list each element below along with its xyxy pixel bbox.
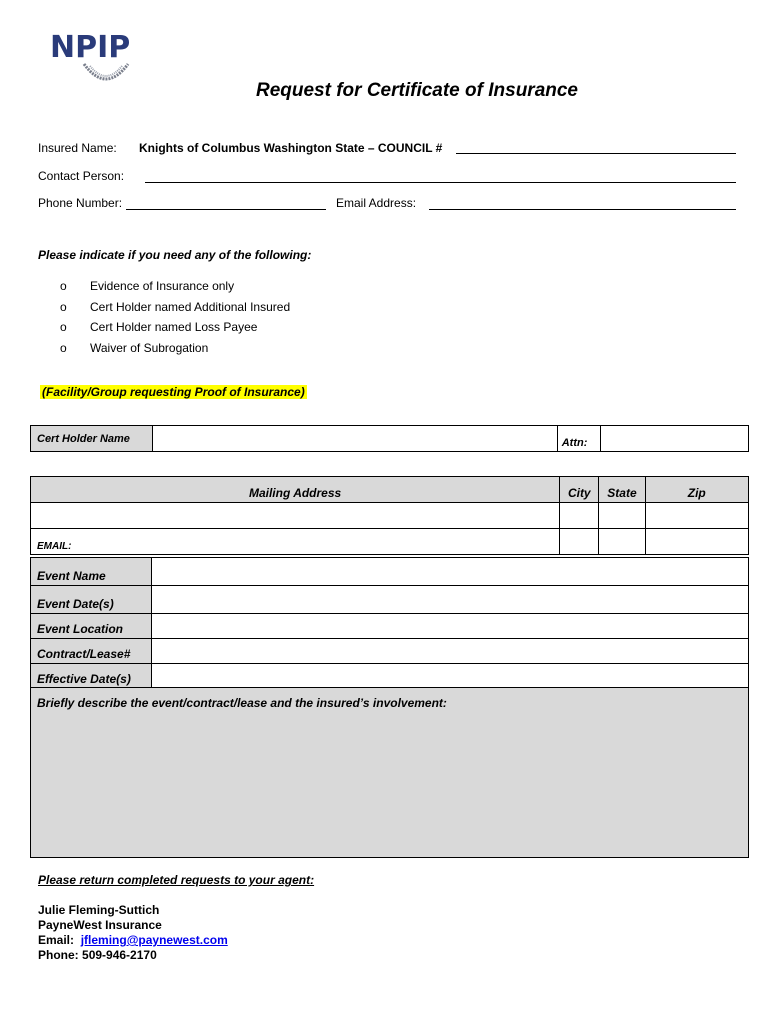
- event-table: [30, 557, 749, 858]
- event-dates-label: Event Date(s): [31, 586, 152, 614]
- email-row-label[interactable]: EMAIL:: [31, 529, 560, 555]
- contact-person-label: Contact Person:: [38, 169, 125, 183]
- option-radio-icon[interactable]: o: [60, 320, 67, 335]
- agent-phone-value: 509-946-2170: [82, 948, 157, 962]
- attn-field[interactable]: [600, 426, 748, 452]
- contact-person-field[interactable]: [145, 182, 736, 183]
- city-extra-field[interactable]: [560, 529, 599, 555]
- council-number-field[interactable]: [456, 153, 736, 154]
- insured-name-value: Knights of Columbus Washington State – COUNCIL #: [139, 141, 443, 155]
- return-instructions: Please return completed requests to your agent:: [38, 873, 315, 887]
- address-table: [30, 476, 749, 555]
- agent-email-label: Email:: [38, 933, 75, 947]
- phone-number-field[interactable]: [126, 209, 326, 210]
- agent-company: PayneWest Insurance: [38, 918, 162, 932]
- agent-email-link[interactable]: jfleming@paynewest.com: [80, 933, 228, 947]
- zip-header: Zip: [645, 477, 748, 503]
- cert-holder-name-label: Cert Holder Name: [31, 426, 153, 452]
- event-dates-field[interactable]: [151, 586, 748, 614]
- event-name-label: Event Name: [31, 558, 152, 586]
- cert-holder-table: [30, 425, 749, 452]
- effective-dates-field[interactable]: [151, 664, 748, 688]
- email-address-field[interactable]: [429, 209, 736, 210]
- option-radio-icon[interactable]: o: [60, 299, 67, 314]
- option-label: Cert Holder named Loss Payee: [90, 320, 258, 335]
- phone-number-label: Phone Number:: [38, 196, 123, 210]
- agent-email-row: [38, 933, 314, 948]
- email-address-label: Email Address:: [336, 196, 417, 210]
- agent-contact-block: [38, 873, 314, 963]
- npip-logo: NPIP: [50, 30, 131, 65]
- facility-note: (Facility/Group requesting Proof of Insurance): [42, 385, 305, 399]
- agent-phone-label: Phone:: [38, 948, 79, 962]
- option-radio-icon[interactable]: o: [60, 279, 67, 294]
- option-evidence-only[interactable]: [60, 276, 290, 297]
- option-label: Evidence of Insurance only: [90, 279, 235, 294]
- city-header: City: [560, 477, 599, 503]
- agent-phone-row: [38, 948, 314, 963]
- option-loss-payee[interactable]: [60, 317, 290, 338]
- mailing-address-header: Mailing Address: [31, 477, 560, 503]
- state-field[interactable]: [599, 503, 645, 529]
- attn-label: Attn:: [557, 426, 600, 452]
- zip-field[interactable]: [645, 503, 748, 529]
- event-location-field[interactable]: [151, 614, 748, 639]
- option-label: Cert Holder named Additional Insured: [90, 299, 291, 314]
- contract-lease-field[interactable]: [151, 639, 748, 664]
- option-additional-insured[interactable]: [60, 297, 290, 318]
- event-name-field[interactable]: [151, 558, 748, 586]
- page-title: Request for Certificate of Insurance: [255, 80, 579, 101]
- option-label: Waiver of Subrogation: [90, 340, 209, 355]
- mailing-address-field[interactable]: [31, 503, 560, 529]
- zip-extra-field[interactable]: [645, 529, 748, 555]
- event-location-label: Event Location: [31, 614, 152, 639]
- state-extra-field[interactable]: [599, 529, 645, 555]
- options-list: [60, 276, 290, 358]
- cert-holder-name-field[interactable]: [152, 426, 557, 452]
- describe-involvement-field[interactable]: Briefly describe the event/contract/lease and the insured’s involvement:: [31, 688, 749, 858]
- effective-dates-label: Effective Date(s): [31, 664, 152, 688]
- state-header: State: [599, 477, 645, 503]
- option-waiver-subrogation[interactable]: [60, 338, 290, 359]
- agent-name: Julie Fleming-Suttich: [38, 903, 160, 917]
- contract-lease-label: Contract/Lease#: [31, 639, 152, 664]
- option-radio-icon[interactable]: o: [60, 340, 67, 355]
- options-heading: Please indicate if you need any of the following:: [38, 248, 312, 262]
- city-field[interactable]: [560, 503, 599, 529]
- insured-name-label: Insured Name:: [38, 141, 117, 155]
